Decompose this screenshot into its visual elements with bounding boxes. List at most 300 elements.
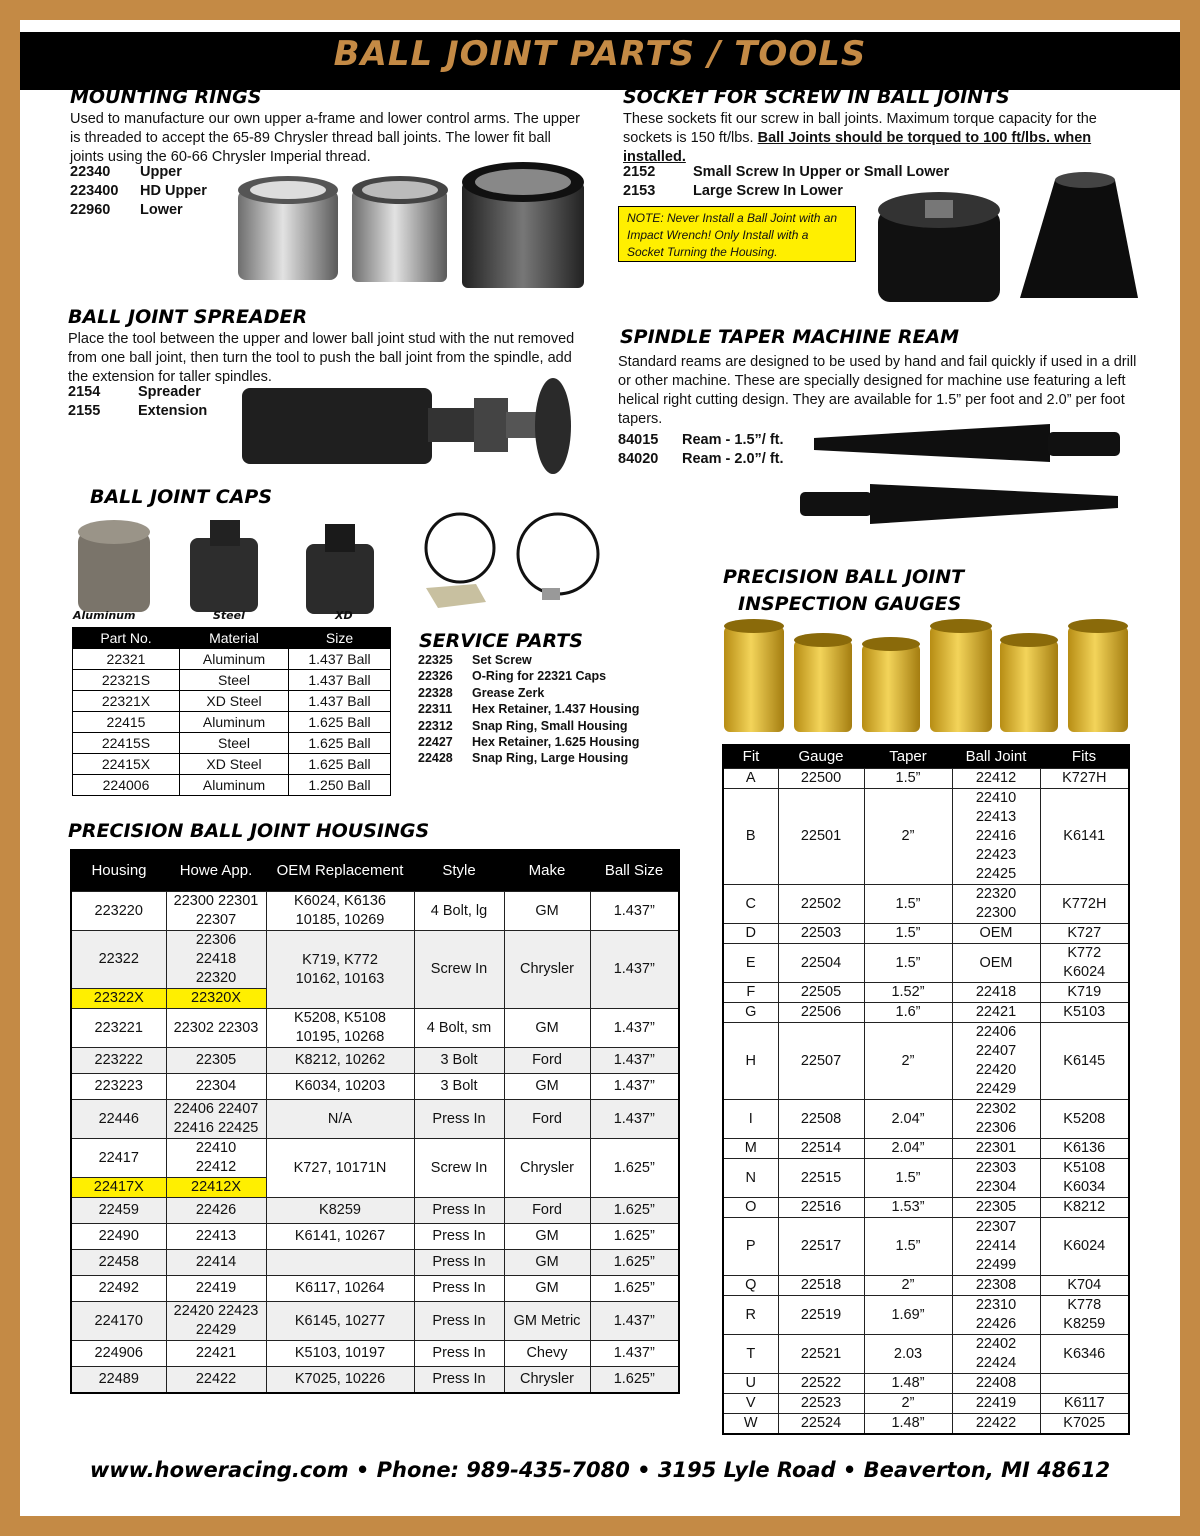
gauges-table (722, 744, 1130, 1435)
table-cell: 22310 22426 (952, 1296, 1040, 1335)
column-header: Housing (71, 850, 166, 892)
table-cell: 22502 (778, 885, 864, 924)
part-label: Grease Zerk (472, 685, 545, 700)
column-header: Make (504, 850, 590, 892)
table-cell: Press In (414, 1198, 504, 1224)
part-label: HD Upper (140, 183, 207, 199)
table-cell: 1.437” (590, 931, 679, 1009)
table-cell: 22302 22306 (952, 1100, 1040, 1139)
table-cell: 22415 (73, 712, 180, 733)
table-cell: 1.437” (590, 892, 679, 931)
column-header: Ball Joint (952, 745, 1040, 769)
table-row (71, 1139, 679, 1178)
part-number: 22328 (418, 685, 453, 700)
table-cell: H (723, 1023, 778, 1100)
part-number: 2154 (68, 384, 101, 400)
table-cell: 2” (864, 1023, 952, 1100)
table-cell: 2.04” (864, 1100, 952, 1139)
table-row (71, 1198, 679, 1224)
table-row (71, 892, 679, 931)
table-cell: 1.69” (864, 1296, 952, 1335)
table-row (71, 1048, 679, 1074)
table-row (723, 1003, 1129, 1023)
table-cell: 22408 (952, 1374, 1040, 1394)
table-row (73, 733, 391, 754)
table-cell: M (723, 1139, 778, 1159)
table-cell: K6117, 10264 (266, 1276, 414, 1302)
table-cell: 22305 (952, 1198, 1040, 1218)
table-cell: 224006 (73, 775, 180, 796)
table-cell: Screw In (414, 931, 504, 1009)
table-cell: 22515 (778, 1159, 864, 1198)
table-cell: Press In (414, 1100, 504, 1139)
ream-list (618, 431, 784, 469)
mounting-rings-list (70, 163, 207, 220)
table-cell: 1.625” (590, 1276, 679, 1302)
part-label: Upper (140, 164, 182, 180)
table-cell: 1.437 Ball (289, 691, 391, 712)
ream-heading: SPINDLE TAPER MACHINE REAM (620, 326, 960, 348)
part-number: 22960 (70, 202, 111, 218)
table-cell: XD Steel (180, 691, 289, 712)
table-cell: 2” (864, 789, 952, 885)
mounting-rings-photo (230, 160, 600, 310)
column-header: Fits (1040, 745, 1129, 769)
table-cell: 1.437” (590, 1009, 679, 1048)
table-row (71, 1074, 679, 1100)
table-cell: K5103, 10197 (266, 1341, 414, 1367)
table-cell: GM Metric (504, 1302, 590, 1341)
mounting-rings-heading: MOUNTING RINGS (70, 86, 262, 108)
table-cell: K5208, K5108 10195, 10268 (266, 1009, 414, 1048)
ream-text: Standard reams are designed to be used by hand and fail quickly if used in a drill or other machine. These are specially designed for machine use featuring a left helical right cutting design. They are available for 1.5” per foot and 2.0” per foot tapers. (618, 354, 1137, 427)
table-cell: 1.437” (590, 1302, 679, 1341)
table-cell: Press In (414, 1276, 504, 1302)
table-cell: 1.48” (864, 1414, 952, 1435)
table-cell: 22321 (73, 649, 180, 670)
table-cell: 1.53” (864, 1198, 952, 1218)
table-cell: 1.437” (590, 1074, 679, 1100)
table-cell: 22490 (71, 1224, 166, 1250)
table-row (73, 754, 391, 775)
table-cell: Ford (504, 1198, 590, 1224)
table-cell: 22421 (166, 1341, 266, 1367)
ream-photo (800, 412, 1140, 530)
table-cell: 1.5” (864, 924, 952, 944)
table-cell: Aluminum (180, 775, 289, 796)
table-cell: GM (504, 1224, 590, 1250)
part-label: Extension (138, 403, 208, 419)
highlighted-cell: 22322X (71, 989, 166, 1009)
footer-contact: www.howeracing.com • Phone: 989-435-7080 • 3195 Lyle Road • Beaverton, MI 48612 (89, 1458, 1111, 1482)
table-row (723, 769, 1129, 789)
table-cell: K719 (1040, 983, 1129, 1003)
table-cell: 3 Bolt (414, 1074, 504, 1100)
table-cell: 4 Bolt, lg (414, 892, 504, 931)
table-cell: K6136 (1040, 1139, 1129, 1159)
table-cell: 22503 (778, 924, 864, 944)
table-cell: K7025 (1040, 1414, 1129, 1435)
table-cell: 22426 (166, 1198, 266, 1224)
table-cell: D (723, 924, 778, 944)
spreader-text: Place the tool between the upper and lower ball joint stud with the nut removed from one ball joint, then turn the tool to push the ball joint from the spindle, add the extension for taller spindles. (68, 331, 575, 385)
table-header-row (73, 628, 391, 649)
part-label: Ream - 2.0”/ ft. (682, 451, 784, 467)
table-cell: 1.52” (864, 983, 952, 1003)
part-number: 84015 (618, 432, 659, 448)
table-cell: 22320 22300 (952, 885, 1040, 924)
column-header: Style (414, 850, 504, 892)
socket-torque-warning: Ball Joints should be torqued to 100 ft/lbs. when installed. (623, 130, 1092, 165)
table-cell: 1.5” (864, 1218, 952, 1276)
table-cell: 22306 22418 22320 (166, 931, 266, 989)
table-cell: K719, K772 10162, 10163 (266, 931, 414, 1009)
housings-table (70, 849, 680, 1394)
part-number: 22428 (418, 751, 453, 766)
table-cell: K8212 (1040, 1198, 1129, 1218)
table-cell: O (723, 1198, 778, 1218)
table-cell: 1.625 Ball (289, 733, 391, 754)
table-row (723, 1276, 1129, 1296)
service-parts-heading: SERVICE PARTS (419, 630, 583, 652)
table-cell: 1.5” (864, 769, 952, 789)
table-cell: Chevy (504, 1341, 590, 1367)
part-label: Large Screw In Lower (693, 183, 843, 199)
table-cell: 22321X (73, 691, 180, 712)
table-cell: Press In (414, 1367, 504, 1394)
table-cell: A (723, 769, 778, 789)
table-cell: 22518 (778, 1276, 864, 1296)
column-header: Howe App. (166, 850, 266, 892)
table-cell: K772H (1040, 885, 1129, 924)
table-cell: B (723, 789, 778, 885)
table-row (723, 1159, 1129, 1198)
table-row (723, 1023, 1129, 1100)
table-cell: V (723, 1394, 778, 1414)
socket-heading: SOCKET FOR SCREW IN BALL JOINTS (623, 86, 1010, 108)
table-row (71, 1100, 679, 1139)
table-cell: 22420 22423 22429 (166, 1302, 266, 1341)
column-header: Ball Size (590, 850, 679, 892)
table-cell: 22523 (778, 1394, 864, 1414)
table-cell: 22489 (71, 1367, 166, 1394)
table-cell: XD Steel (180, 754, 289, 775)
table-row (71, 1367, 679, 1394)
spreader-heading: BALL JOINT SPREADER (68, 306, 308, 328)
table-cell: T (723, 1335, 778, 1374)
socket-note: NOTE: Never Install a Ball Joint with an Impact Wrench! Only Install with a Socket Turning the Housing. (618, 206, 856, 262)
table-row (71, 1009, 679, 1048)
table-cell: K6024 (1040, 1218, 1129, 1276)
service-parts-photo (416, 506, 606, 616)
table-cell: 22524 (778, 1414, 864, 1435)
table-cell: 1.625” (590, 1250, 679, 1276)
caps-label-xd: XD (335, 609, 353, 622)
table-cell: 22412 (952, 769, 1040, 789)
table-cell: 2” (864, 1394, 952, 1414)
table-row (73, 670, 391, 691)
caps-label-steel: Steel (213, 609, 245, 622)
table-cell: K6346 (1040, 1335, 1129, 1374)
table-cell: P (723, 1218, 778, 1276)
table-row (723, 1218, 1129, 1276)
table-cell: 1.5” (864, 944, 952, 983)
socket-text (623, 110, 1133, 167)
table-cell: 1.437” (590, 1341, 679, 1367)
table-cell: 1.625” (590, 1367, 679, 1394)
table-cell: 22402 22424 (952, 1335, 1040, 1374)
table-cell: 1.625” (590, 1224, 679, 1250)
table-row (723, 983, 1129, 1003)
part-label: Set Screw (472, 653, 532, 667)
table-cell: 22517 (778, 1218, 864, 1276)
table-cell: R (723, 1296, 778, 1335)
table-row (71, 1341, 679, 1367)
table-cell: 22418 (952, 983, 1040, 1003)
highlighted-cell: 22320X (166, 989, 266, 1009)
table-cell: K6117 (1040, 1394, 1129, 1414)
table-row (71, 1276, 679, 1302)
table-cell: K5208 (1040, 1100, 1129, 1139)
table-row (723, 1414, 1129, 1435)
gauges-heading-line1: PRECISION BALL JOINT (723, 566, 965, 588)
table-cell: 22522 (778, 1374, 864, 1394)
table-cell: N (723, 1159, 778, 1198)
table-cell: 3 Bolt (414, 1048, 504, 1074)
table-row (723, 924, 1129, 944)
table-cell: 4 Bolt, sm (414, 1009, 504, 1048)
table-row (723, 1100, 1129, 1139)
caps-label-aluminum: Aluminum (73, 609, 136, 622)
table-cell: K772 K6024 (1040, 944, 1129, 983)
caps-photo (70, 514, 390, 624)
part-number: 2155 (68, 403, 101, 419)
table-cell: 22410 22412 (166, 1139, 266, 1178)
part-label: Snap Ring, Small Housing (472, 718, 628, 733)
table-cell: 223220 (71, 892, 166, 931)
table-header-row (71, 850, 679, 892)
table-cell: 22303 22304 (952, 1159, 1040, 1198)
table-cell: Aluminum (180, 649, 289, 670)
table-cell: 1.625 Ball (289, 754, 391, 775)
table-cell: 22419 (952, 1394, 1040, 1414)
table-cell: Q (723, 1276, 778, 1296)
table-cell: K704 (1040, 1276, 1129, 1296)
table-row (723, 789, 1129, 885)
table-cell: 1.437” (590, 1048, 679, 1074)
table-cell: K6024, K6136 10185, 10269 (266, 892, 414, 931)
part-label: Lower (140, 202, 183, 218)
housings-heading: PRECISION BALL JOINT HOUSINGS (68, 820, 430, 842)
table-cell: 22506 (778, 1003, 864, 1023)
table-cell: K727, 10171N (266, 1139, 414, 1198)
column-header: Material (180, 628, 289, 649)
table-cell (266, 1250, 414, 1276)
table-cell: 22322 (71, 931, 166, 989)
table-cell: K8212, 10262 (266, 1048, 414, 1074)
table-row (723, 1335, 1129, 1374)
table-cell: Steel (180, 733, 289, 754)
table-cell: Chrysler (504, 1139, 590, 1198)
table-cell: K727H (1040, 769, 1129, 789)
table-cell: K8259 (266, 1198, 414, 1224)
table-cell: 1.5” (864, 1159, 952, 1198)
table-cell: 22501 (778, 789, 864, 885)
table-cell: C (723, 885, 778, 924)
part-number: 2152 (623, 164, 656, 180)
table-cell: Ford (504, 1048, 590, 1074)
part-label: Snap Ring, Large Housing (472, 751, 629, 766)
table-cell: 1.437” (590, 1100, 679, 1139)
table-cell: 22410 22413 22416 22423 22425 (952, 789, 1040, 885)
part-number: 22427 (418, 735, 453, 750)
part-label: Spreader (138, 384, 201, 400)
table-cell: N/A (266, 1100, 414, 1139)
table-cell: Screw In (414, 1139, 504, 1198)
table-cell: Press In (414, 1250, 504, 1276)
table-cell: GM (504, 892, 590, 931)
table-cell: K5103 (1040, 1003, 1129, 1023)
table-cell: K778 K8259 (1040, 1296, 1129, 1335)
table-cell: 22302 22303 (166, 1009, 266, 1048)
table-cell: U (723, 1374, 778, 1394)
table-header-row (723, 745, 1129, 769)
table-cell: 1.625” (590, 1198, 679, 1224)
table-cell: K5108 K6034 (1040, 1159, 1129, 1198)
table-cell: 22414 (166, 1250, 266, 1276)
table-cell: 22406 22407 22416 22425 (166, 1100, 266, 1139)
gauges-photo (720, 618, 1138, 738)
part-number: 2153 (623, 183, 656, 199)
part-label: O-Ring for 22321 Caps (472, 669, 607, 684)
table-cell: 1.625 Ball (289, 712, 391, 733)
table-row (723, 1139, 1129, 1159)
page-title: BALL JOINT PARTS / TOOLS (333, 34, 867, 74)
table-cell: 1.5” (864, 885, 952, 924)
table-cell: GM (504, 1009, 590, 1048)
table-row (723, 1374, 1129, 1394)
table-cell: 22415S (73, 733, 180, 754)
part-number: 22311 (418, 702, 453, 717)
caps-heading: BALL JOINT CAPS (90, 486, 273, 508)
table-cell: I (723, 1100, 778, 1139)
table-cell: 223223 (71, 1074, 166, 1100)
table-cell: 2.03 (864, 1335, 952, 1374)
part-number: 84020 (618, 451, 659, 467)
part-number: 223400 (70, 183, 119, 199)
table-cell: Ford (504, 1100, 590, 1139)
table-cell: 22504 (778, 944, 864, 983)
table-cell: 22421 (952, 1003, 1040, 1023)
table-cell: 22492 (71, 1276, 166, 1302)
table-cell: 22446 (71, 1100, 166, 1139)
column-header: Taper (864, 745, 952, 769)
table-row (723, 1296, 1129, 1335)
table-row (73, 712, 391, 733)
table-cell: 22300 22301 22307 (166, 892, 266, 931)
table-cell: 22406 22407 22420 22429 (952, 1023, 1040, 1100)
service-parts-list (418, 652, 639, 767)
table-cell: 22304 (166, 1074, 266, 1100)
table-cell: Steel (180, 670, 289, 691)
part-number: 22312 (418, 718, 453, 733)
column-header: Gauge (778, 745, 864, 769)
table-cell: Chrysler (504, 931, 590, 1009)
caps-table (72, 627, 391, 796)
table-cell: Press In (414, 1341, 504, 1367)
table-row (73, 649, 391, 670)
table-row (723, 944, 1129, 983)
table-cell: 22505 (778, 983, 864, 1003)
part-number: 22326 (418, 669, 453, 684)
table-cell: GM (504, 1276, 590, 1302)
table-cell: OEM (952, 944, 1040, 983)
table-cell: K6145, 10277 (266, 1302, 414, 1341)
table-cell: K727 (1040, 924, 1129, 944)
table-cell: 22307 22414 22499 (952, 1218, 1040, 1276)
gauges-heading-line2: INSPECTION GAUGES (738, 593, 962, 615)
table-cell: K7025, 10226 (266, 1367, 414, 1394)
highlighted-cell: 22417X (71, 1178, 166, 1198)
table-cell: 22305 (166, 1048, 266, 1074)
table-cell: K6141 (1040, 789, 1129, 885)
table-cell: 22417 (71, 1139, 166, 1178)
table-row (71, 1224, 679, 1250)
column-header: Part No. (73, 628, 180, 649)
table-cell: 22514 (778, 1139, 864, 1159)
spreader-photo (238, 372, 583, 482)
table-cell: OEM (952, 924, 1040, 944)
table-cell: Aluminum (180, 712, 289, 733)
table-cell: 22521 (778, 1335, 864, 1374)
socket-text-plain: These sockets fit our screw in ball joints. Maximum torque capacity for the sockets is 150 ft/lbs. (623, 111, 1097, 146)
table-cell: 1.6” (864, 1003, 952, 1023)
table-cell: Chrysler (504, 1367, 590, 1394)
table-cell: 22500 (778, 769, 864, 789)
table-cell: 22507 (778, 1023, 864, 1100)
table-cell: 22519 (778, 1296, 864, 1335)
table-row (723, 885, 1129, 924)
table-cell: 1.437 Ball (289, 670, 391, 691)
table-cell: 1.250 Ball (289, 775, 391, 796)
table-cell: K6141, 10267 (266, 1224, 414, 1250)
table-cell: 224170 (71, 1302, 166, 1341)
table-cell: 223222 (71, 1048, 166, 1074)
table-cell: 1.437 Ball (289, 649, 391, 670)
table-cell: 22301 (952, 1139, 1040, 1159)
part-number: 22325 (418, 653, 453, 667)
table-cell: G (723, 1003, 778, 1023)
part-label: Hex Retainer, 1.437 Housing (472, 702, 640, 717)
column-header: Size (289, 628, 391, 649)
table-cell: 22516 (778, 1198, 864, 1218)
part-label: Hex Retainer, 1.625 Housing (472, 735, 640, 750)
spreader-list (68, 383, 207, 421)
table-cell: 22422 (166, 1367, 266, 1394)
table-cell: 224906 (71, 1341, 166, 1367)
part-label: Small Screw In Upper or Small Lower (693, 164, 950, 180)
part-label: Ream - 1.5”/ ft. (682, 432, 784, 448)
table-cell: 22308 (952, 1276, 1040, 1296)
table-cell: 1.625” (590, 1139, 679, 1198)
table-cell: 223221 (71, 1009, 166, 1048)
table-cell: E (723, 944, 778, 983)
table-row (73, 691, 391, 712)
table-cell: 22422 (952, 1414, 1040, 1435)
table-cell: Press In (414, 1224, 504, 1250)
table-row (71, 931, 679, 989)
highlighted-cell: 22412X (166, 1178, 266, 1198)
